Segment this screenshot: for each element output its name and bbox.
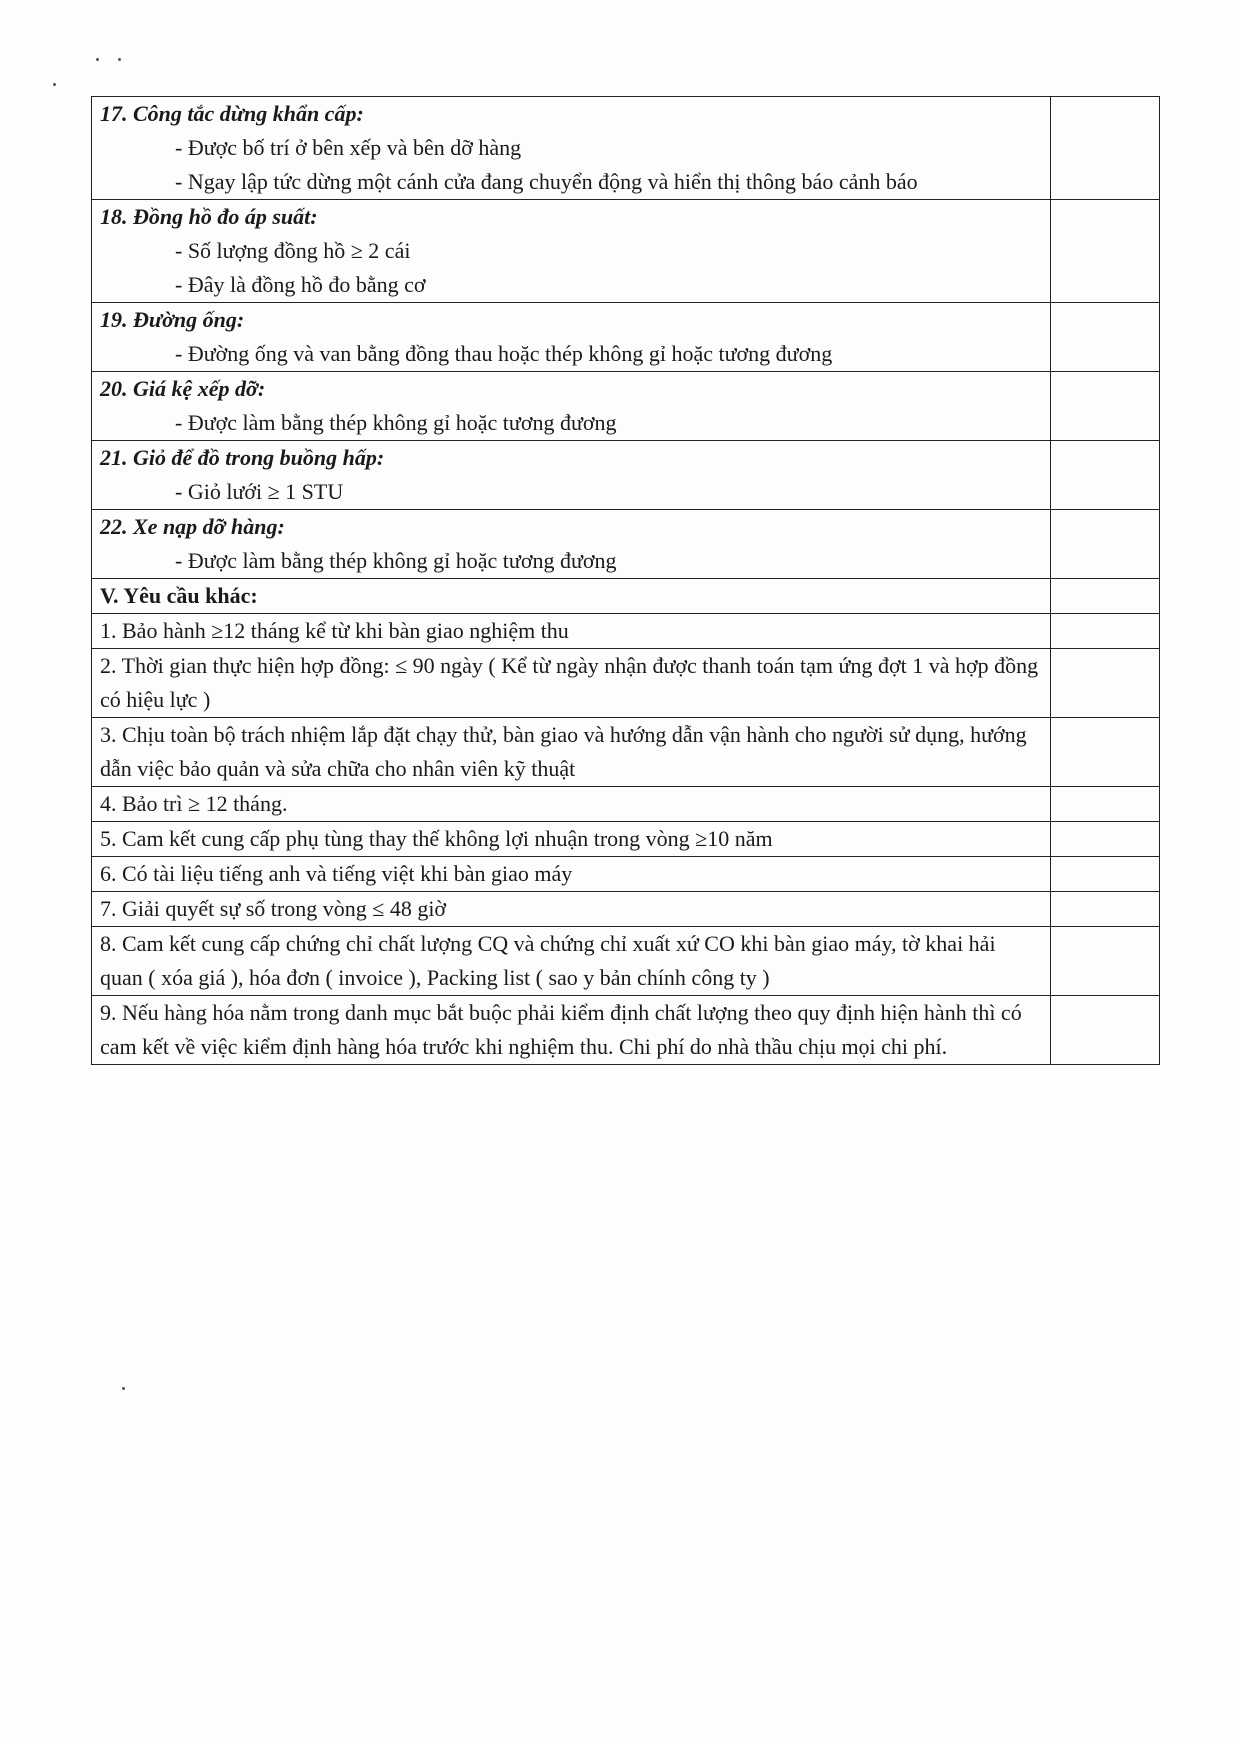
spec-cell: [92, 441, 1051, 510]
table-row: [92, 614, 1160, 649]
requirement-item: 2. Thời gian thực hiện hợp đồng: ≤ 90 ngày ( Kể từ ngày nhận được thanh toán tạm ứng đợt 1 và hợp đồng có hiệu lực ): [92, 649, 1051, 718]
table-row: [92, 510, 1160, 579]
section-title: 22. Xe nạp dỡ hàng:: [100, 514, 285, 539]
section-title: 18. Đồng hồ đo áp suất:: [100, 204, 318, 229]
table-row: [92, 857, 1160, 892]
table-row: [92, 649, 1160, 718]
table-row: [92, 787, 1160, 822]
scan-speck: [118, 58, 121, 61]
bullet-line: - Số lượng đồng hồ ≥ 2 cái: [175, 238, 411, 263]
check-cell: [1051, 996, 1160, 1065]
scan-speck: [96, 58, 99, 61]
check-cell: [1051, 927, 1160, 996]
check-cell: [1051, 892, 1160, 927]
requirement-item: 9. Nếu hàng hóa nằm trong danh mục bắt buộc phải kiểm định chất lượng theo quy định hiện hành thì có cam kết về việc kiểm định hàng hóa trước khi nghiệm thu. Chi phí do nhà thầu chịu mọi chi phí.: [92, 996, 1051, 1065]
check-cell: [1051, 649, 1160, 718]
bullet-line: - Đây là đồng hồ đo bằng cơ: [175, 272, 426, 297]
requirement-item: 5. Cam kết cung cấp phụ tùng thay thế không lợi nhuận trong vòng ≥10 năm: [92, 822, 1051, 857]
check-cell: [1051, 441, 1160, 510]
section-title: 20. Giá kệ xếp dỡ:: [100, 376, 266, 401]
table-row: [92, 579, 1160, 614]
other-requirements-heading: V. Yêu cầu khác:: [92, 579, 1051, 614]
requirement-item: 6. Có tài liệu tiếng anh và tiếng việt khi bàn giao máy: [92, 857, 1051, 892]
spec-cell: [92, 200, 1051, 303]
requirement-item: 3. Chịu toàn bộ trách nhiệm lắp đặt chạy thử, bàn giao và hướng dẫn vận hành cho người sử dụng, hướng dẫn việc bảo quản và sửa chữa cho nhân viên kỹ thuật: [92, 718, 1051, 787]
requirement-item: 4. Bảo trì ≥ 12 tháng.: [92, 787, 1051, 822]
spec-table: [91, 96, 1160, 1065]
spec-cell: [92, 510, 1051, 579]
table-row: [92, 303, 1160, 372]
section-title: 19. Đường ống:: [100, 307, 245, 332]
check-cell: [1051, 787, 1160, 822]
table-row: [92, 718, 1160, 787]
table-row: [92, 97, 1160, 200]
check-cell: [1051, 303, 1160, 372]
table-row: [92, 996, 1160, 1065]
check-cell: [1051, 372, 1160, 441]
table-row: [92, 372, 1160, 441]
table-row: [92, 822, 1160, 857]
table-row: [92, 441, 1160, 510]
check-cell: [1051, 510, 1160, 579]
requirement-item: 8. Cam kết cung cấp chứng chỉ chất lượng CQ và chứng chỉ xuất xứ CO khi bàn giao máy, tờ khai hải quan ( xóa giá ), hóa đơn ( invoice ), Packing list ( sao y bản chính công ty ): [92, 927, 1051, 996]
scan-speck: [53, 83, 56, 86]
check-cell: [1051, 579, 1160, 614]
spec-cell: [92, 97, 1051, 200]
check-cell: [1051, 718, 1160, 787]
bullet-line: - Giỏ lưới ≥ 1 STU: [175, 479, 344, 504]
table-row: [92, 200, 1160, 303]
check-cell: [1051, 822, 1160, 857]
scan-speck: [122, 1387, 125, 1390]
requirement-item: 1. Bảo hành ≥12 tháng kể từ khi bàn giao nghiệm thu: [92, 614, 1051, 649]
section-title: 17. Công tắc dừng khẩn cấp:: [100, 101, 364, 126]
spec-cell: [92, 303, 1051, 372]
spec-cell: [92, 372, 1051, 441]
check-cell: [1051, 614, 1160, 649]
bullet-line: - Được làm bằng thép không gỉ hoặc tương đương: [175, 410, 617, 435]
bullet-line: - Ngay lập tức dừng một cánh cửa đang chuyển động và hiển thị thông báo cảnh báo: [175, 169, 918, 194]
check-cell: [1051, 200, 1160, 303]
table-row: [92, 927, 1160, 996]
requirement-item: 7. Giải quyết sự số trong vòng ≤ 48 giờ: [92, 892, 1051, 927]
check-cell: [1051, 97, 1160, 200]
section-title: 21. Giỏ để đồ trong buồng hấp:: [100, 445, 385, 470]
bullet-line: - Đường ống và van bằng đồng thau hoặc thép không gỉ hoặc tương đương: [175, 341, 833, 366]
table-row: [92, 892, 1160, 927]
bullet-line: - Được bố trí ở bên xếp và bên dỡ hàng: [175, 135, 522, 160]
check-cell: [1051, 857, 1160, 892]
bullet-line: - Được làm bằng thép không gỉ hoặc tương đương: [175, 548, 617, 573]
